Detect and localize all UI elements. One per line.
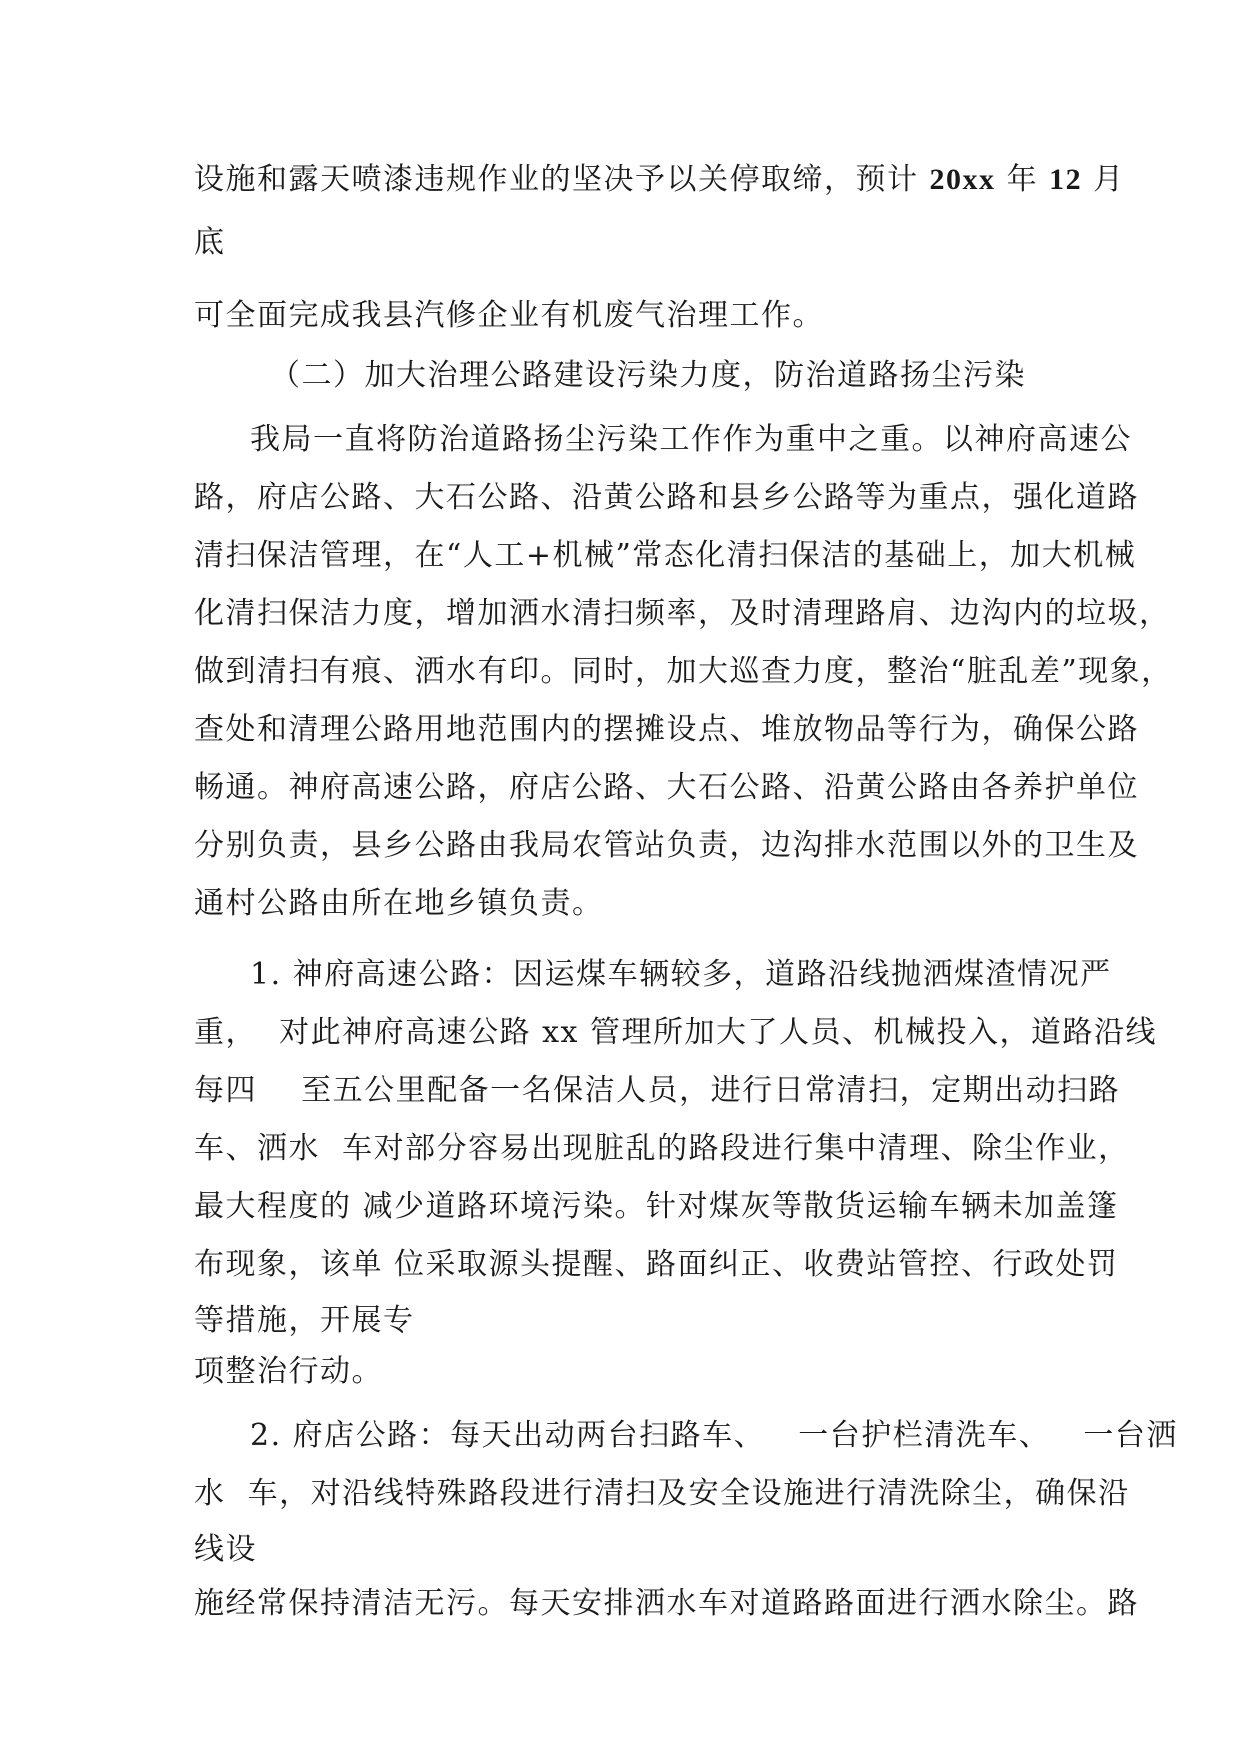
text-line-11: 畅通。神府高速公路，府店公路、大石公路、沿黄公路由各养护单位 — [194, 770, 1139, 805]
text-line-7: 清扫保洁管理，在“人工+机械”常态化清扫保洁的基础上，加大机械 — [194, 538, 1137, 573]
text-line-17: 车、洒水 车对部分容易出现脏乱的路段进行集中清理、除尘作业， — [194, 1131, 1130, 1166]
text-line-9: 做到清扫有痕、洒水有印。同时，加大巡查力度，整治“脏乱差”现象， — [194, 654, 1173, 689]
text-line-21: 项整治行动。 — [194, 1354, 383, 1389]
text-line-16: 每四 至五公里配备一名保洁人员，进行日常清扫，定期出动扫路 — [194, 1073, 1121, 1108]
text-line-22: 2. 府店公路：每天出动两台扫路车、 一台护栏清洗车、 一台洒 — [250, 1418, 1178, 1453]
text-line-1: 设施和露天喷漆违规作业的坚决予以关停取缔，预计 20xx 年 12 月 — [194, 162, 1125, 197]
text-line-15: 重， 对此神府高速公路 xx 管理所加大了人员、机械投入，道路沿线 — [194, 1015, 1157, 1050]
text-line-5: 我局一直将防治道路扬尘污染工作作为重中之重。以神府高速公 — [250, 422, 1132, 457]
text-line-6: 路，府店公路、大石公路、沿黄公路和县乡公路等为重点，强化道路 — [194, 480, 1139, 515]
text-line-23: 水 车，对沿线特殊路段进行清扫及安全设施进行清洗除尘，确保沿 — [194, 1476, 1130, 1511]
text-line-10: 查处和清理公路用地范围内的摆摊设点、堆放物品等行为，确保公路 — [194, 712, 1139, 747]
text-line-19: 布现象，该单 位采取源头提醒、路面纠正、收费站管控、行政处罚 — [194, 1247, 1119, 1282]
text-line-13: 通村公路由所在地乡镇负责。 — [194, 886, 604, 921]
text-line-20: 等措施，开展专 — [194, 1303, 415, 1338]
text-line-3: 可全面完成我县汽修企业有机废气治理工作。 — [194, 298, 824, 333]
section-heading: （二）加大治理公路建设污染力度，防治道路扬尘污染 — [270, 358, 1026, 393]
text-line-12: 分别负责，县乡公路由我局农管站负责，边沟排水范围以外的卫生及 — [194, 828, 1139, 863]
text-line-8: 化清扫保洁力度，增加洒水清扫频率，及时清理路肩、边沟内的垃圾， — [194, 596, 1171, 631]
text-line-14: 1. 神府高速公路：因运煤车辆较多，道路沿线抛洒煤渣情况严 — [250, 957, 1112, 992]
text-line-18: 最大程度的 减少道路环境污染。针对煤灰等散货运输车辆未加盖篷 — [194, 1189, 1119, 1224]
text-line-25: 施经常保持清洁无污。每天安排洒水车对道路路面进行洒水除尘。路 — [194, 1586, 1139, 1621]
text-line-2: 底 — [194, 225, 226, 260]
text-line-24: 线设 — [194, 1532, 257, 1567]
